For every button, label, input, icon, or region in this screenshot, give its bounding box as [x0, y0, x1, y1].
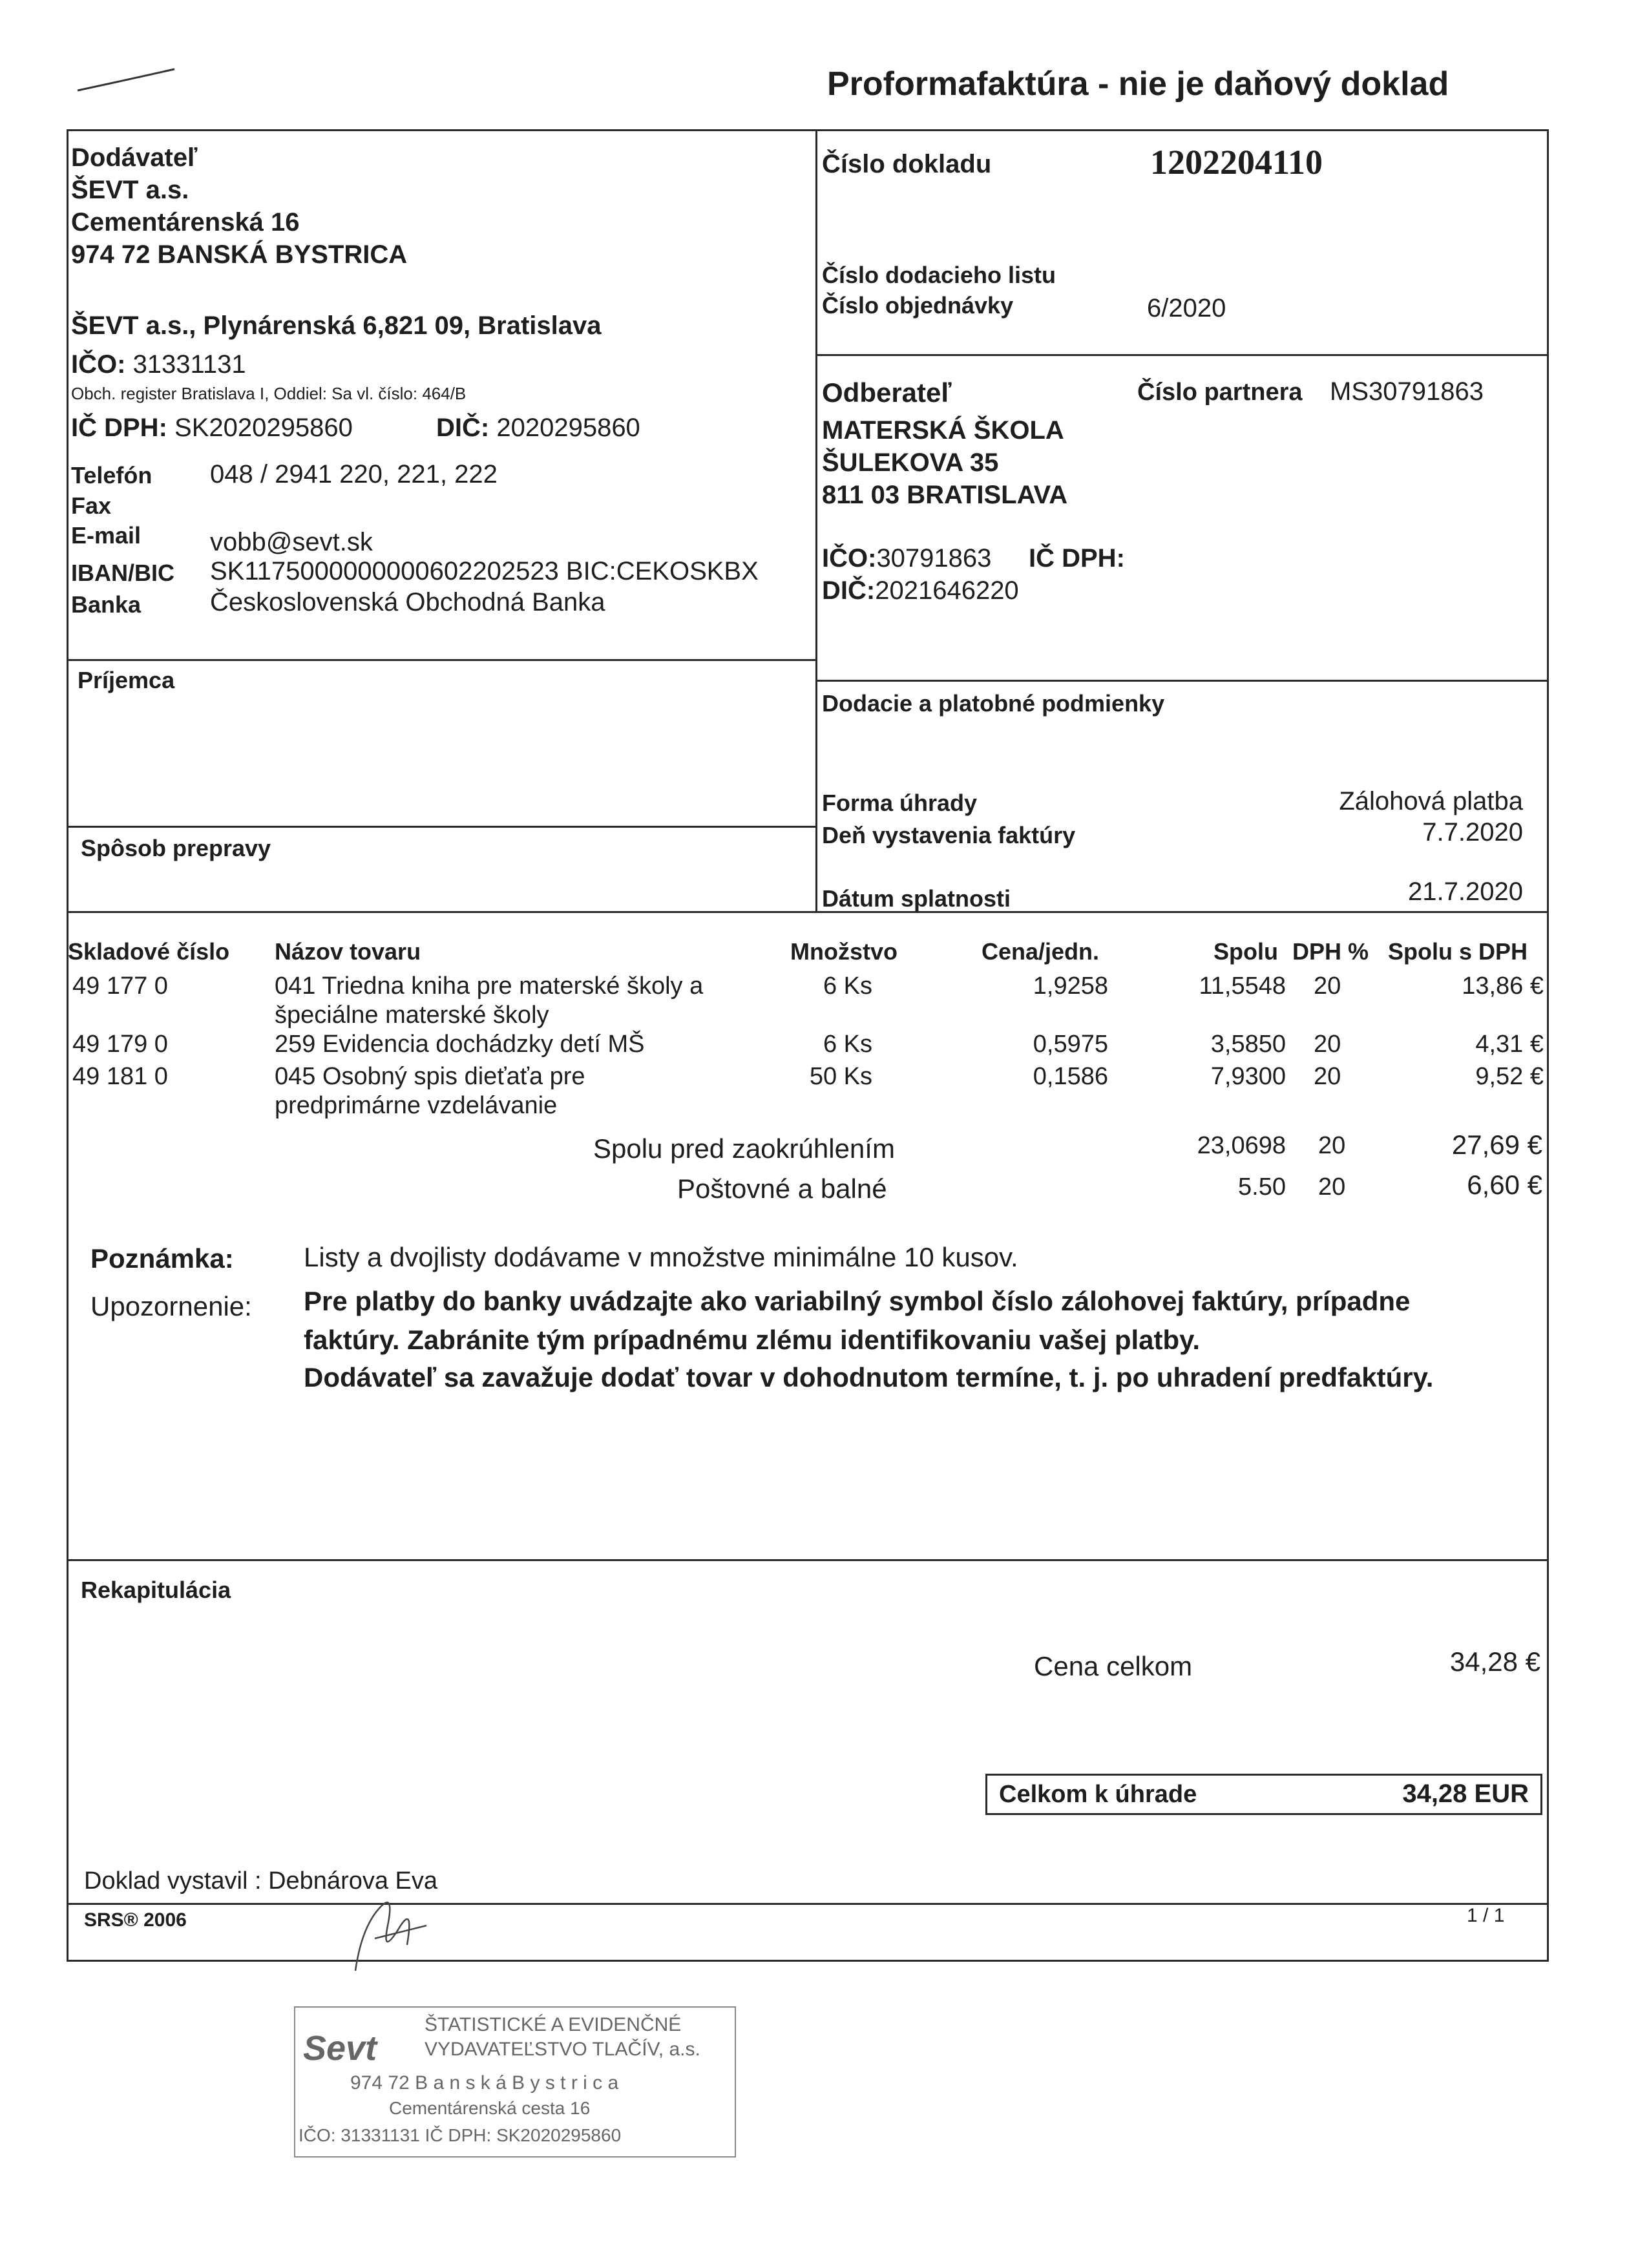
- item-sku: 49 181 0: [72, 1063, 168, 1090]
- item-total: 7,9300: [1210, 1063, 1286, 1090]
- warning-line-2: faktúry. Zabránite tým prípadnému zlému identifikovaniu vašej platby.: [304, 1325, 1201, 1355]
- recap-heading: Rekapitulácia: [81, 1577, 231, 1603]
- item-total: 11,5548: [1199, 972, 1286, 1000]
- col-header-total-vat: Spolu s DPH: [1388, 938, 1528, 965]
- supplier-city: 974 72 BANSKÁ BYSTRICA: [71, 240, 408, 269]
- due-date: 21.7.2020: [1408, 877, 1523, 906]
- subtotal-total-vat: 27,69 €: [1451, 1129, 1542, 1160]
- issued-by: Doklad vystavil : Debnárova Eva: [84, 1867, 438, 1895]
- supplier-dic-row: [436, 414, 640, 443]
- stamp-line-2: VYDAVATEĽSTVO TLAČÍV, a.s.: [425, 2039, 700, 2060]
- doc-number: 1202204110: [1150, 143, 1323, 182]
- order-label: Číslo objednávky: [822, 292, 1014, 319]
- item-unit-price: 1,9258: [1033, 972, 1108, 1000]
- item-unit-price: 0,5975: [1033, 1031, 1108, 1058]
- stamp-line-3: 974 72 B a n s k á B y s t r i c a: [350, 2072, 619, 2094]
- delivery-note-label: Číslo dodacieho listu: [822, 262, 1056, 288]
- supplier-fax-label: Fax: [71, 492, 112, 519]
- frame-top: [67, 129, 1549, 131]
- customer-dic: 2021646220: [875, 576, 1019, 605]
- note-text: Listy a dvojlisty dodávame v množstve minimálne 10 kusov.: [304, 1242, 1018, 1272]
- postage-total-vat: 6,60 €: [1467, 1170, 1542, 1200]
- supplier-dic-label: DIČ:: [436, 414, 490, 442]
- supplier-name: ŠEVT a.s.: [71, 176, 189, 204]
- item-name-cont: predprimárne vzdelávanie: [275, 1092, 558, 1119]
- page-title: Proformafaktúra - nie je daňový doklad: [827, 65, 1449, 103]
- note-label: Poznámka:: [90, 1243, 234, 1274]
- supplier-iban: SK1175000000000602202523 BIC:CEKOSKBX: [210, 557, 759, 585]
- payment-value: Zálohová platba: [1339, 787, 1523, 815]
- item-qty: 50 Ks: [809, 1063, 872, 1090]
- handwritten-signature: [336, 1887, 439, 1977]
- supplier-bank-label: Banka: [71, 591, 142, 618]
- supplier-email: vobb@sevt.sk: [210, 528, 373, 556]
- col-header-name: Názov tovaru: [275, 938, 421, 965]
- warning-line-3: Dodávateľ sa zavažuje dodať tovar v dohodnutom termíne, t. j. po uhradení predfaktúry.: [304, 1362, 1434, 1392]
- item-qty: 6 Ks: [823, 1031, 872, 1058]
- partner-label: Číslo partnera: [1137, 379, 1303, 406]
- customer-dic-label: DIČ:: [822, 576, 876, 605]
- stamp-line-4: Cementárenská cesta 16: [389, 2098, 591, 2118]
- customer-ico-row: [822, 544, 991, 573]
- payment-label: Forma úhrady: [822, 790, 978, 816]
- frame-right: [1547, 129, 1549, 1962]
- subtotal-vat: 20: [1318, 1132, 1346, 1159]
- recipient-label: Príjemca: [78, 667, 175, 693]
- warning-line-1: Pre platby do banky uvádzajte ako variabilný symbol číslo zálohovej faktúry, prípadne: [304, 1286, 1411, 1316]
- frame-left: [67, 129, 68, 1962]
- supplier-email-label: E-mail: [71, 522, 142, 549]
- amount-due-label: Celkom k úhrade: [999, 1781, 1197, 1808]
- issue-date: 7.7.2020: [1422, 818, 1523, 846]
- transport-label: Spôsob prepravy: [81, 835, 271, 861]
- divider-customer-terms: [815, 680, 1547, 682]
- customer-ico-label: IČO:: [822, 544, 877, 572]
- item-total: 3,5850: [1210, 1031, 1286, 1058]
- supplier-ico-label: IČO:: [71, 350, 126, 379]
- divider-recap-top: [67, 1559, 1549, 1561]
- customer-ico: 30791863: [876, 544, 992, 572]
- subtotal-label: Spolu pred zaokrúhlením: [593, 1133, 895, 1164]
- supplier-icdph: SK2020295860: [174, 414, 353, 442]
- customer-dic-row: [822, 576, 1019, 605]
- supplier-icdph-row: [71, 414, 353, 443]
- item-sku: 49 179 0: [72, 1031, 168, 1058]
- col-header-qty: Množstvo: [790, 938, 898, 965]
- item-name: 041 Triedna kniha pre materské školy a: [275, 972, 704, 1000]
- amount-due: 34,28 EUR: [1402, 1780, 1529, 1808]
- stamp-line-1: ŠTATISTICKÉ A EVIDENČNÉ: [425, 2014, 682, 2035]
- divider-items-top: [67, 911, 815, 913]
- page-number: 1 / 1: [1467, 1905, 1505, 1926]
- postage-total: 5.50: [1238, 1173, 1286, 1201]
- issue-date-label: Deň vystavenia faktúry: [822, 822, 1076, 848]
- item-name: 259 Evidencia dochádzky detí MŠ: [275, 1031, 645, 1058]
- customer-icdph-label: IČ DPH:: [1029, 544, 1125, 572]
- stamp-logo: Sevt: [303, 2029, 377, 2068]
- subtotal-total: 23,0698: [1197, 1132, 1286, 1159]
- divider-supplier-recipient: [67, 659, 815, 661]
- customer-street: ŠULEKOVA 35: [822, 448, 999, 477]
- item-qty: 6 Ks: [823, 972, 872, 1000]
- doc-number-label: Číslo dokladu: [822, 150, 992, 178]
- order-number: 6/2020: [1147, 294, 1226, 322]
- srs-version: SRS® 2006: [84, 1909, 187, 1931]
- item-name-cont: špeciálne materské školy: [275, 1002, 549, 1029]
- supplier-ico: 31331131: [132, 350, 246, 379]
- amount-due-box: [985, 1774, 1542, 1815]
- customer-name: MATERSKÁ ŠKOLA: [822, 416, 1064, 445]
- item-name: 045 Osobný spis dieťaťa pre: [275, 1063, 585, 1090]
- partner-number: MS30791863: [1330, 377, 1484, 406]
- due-date-label: Dátum splatnosti: [822, 885, 1011, 912]
- supplier-bank: Československá Obchodná Banka: [210, 588, 605, 616]
- customer-heading: Odberateľ: [822, 377, 952, 408]
- supplier-register: Obch. register Bratislava I, Oddiel: Sa vl. číslo: 464/B: [71, 384, 467, 403]
- col-header-sku: Skladové číslo: [68, 938, 230, 965]
- col-header-total: Spolu: [1213, 938, 1278, 965]
- item-vat: 20: [1314, 1031, 1341, 1058]
- terms-heading: Dodacie a platobné podmienky: [822, 690, 1165, 717]
- supplier-phone: 048 / 2941 220, 221, 222: [210, 460, 498, 488]
- item-vat: 20: [1314, 972, 1341, 1000]
- item-vat: 20: [1314, 1063, 1341, 1090]
- supplier-phone-label: Telefón: [71, 462, 152, 488]
- divider-footer: [67, 1903, 1549, 1905]
- stamp-line-5: IČO: 31331131 IČ DPH: SK2020295860: [299, 2125, 622, 2145]
- item-total-vat: 9,52 €: [1475, 1063, 1544, 1090]
- warning-label: Upozornenie:: [90, 1291, 252, 1321]
- supplier-heading: Dodávateľ: [71, 143, 198, 172]
- price-total-label: Cena celkom: [1034, 1651, 1193, 1681]
- col-header-vat: DPH %: [1292, 938, 1369, 965]
- divider-doc-customer: [815, 354, 1547, 356]
- item-unit-price: 0,1586: [1033, 1063, 1108, 1090]
- company-stamp: [294, 2006, 736, 2158]
- customer-city: 811 03 BRATISLAVA: [822, 481, 1068, 509]
- supplier-icdph-label: IČ DPH:: [71, 414, 167, 442]
- postage-label: Poštovné a balné: [677, 1173, 887, 1204]
- supplier-street: Cementárenská 16: [71, 208, 300, 236]
- item-total-vat: 13,86 €: [1462, 972, 1544, 1000]
- column-divider: [815, 129, 817, 913]
- item-total-vat: 4,31 €: [1475, 1031, 1544, 1058]
- price-total: 34,28 €: [1449, 1646, 1540, 1677]
- item-sku: 49 177 0: [72, 972, 168, 1000]
- frame-bottom: [67, 1960, 1549, 1962]
- supplier-branch: ŠEVT a.s., Plynárenská 6,821 09, Bratislava: [71, 311, 602, 340]
- supplier-iban-label: IBAN/BIC: [71, 560, 174, 586]
- supplier-dic: 2020295860: [496, 414, 640, 442]
- divider-recipient-transport: [67, 826, 815, 828]
- pen-scribble-mark: [71, 61, 187, 100]
- postage-vat: 20: [1318, 1173, 1346, 1201]
- supplier-ico-row: [71, 350, 246, 379]
- col-header-unit: Cena/jedn.: [982, 938, 1100, 965]
